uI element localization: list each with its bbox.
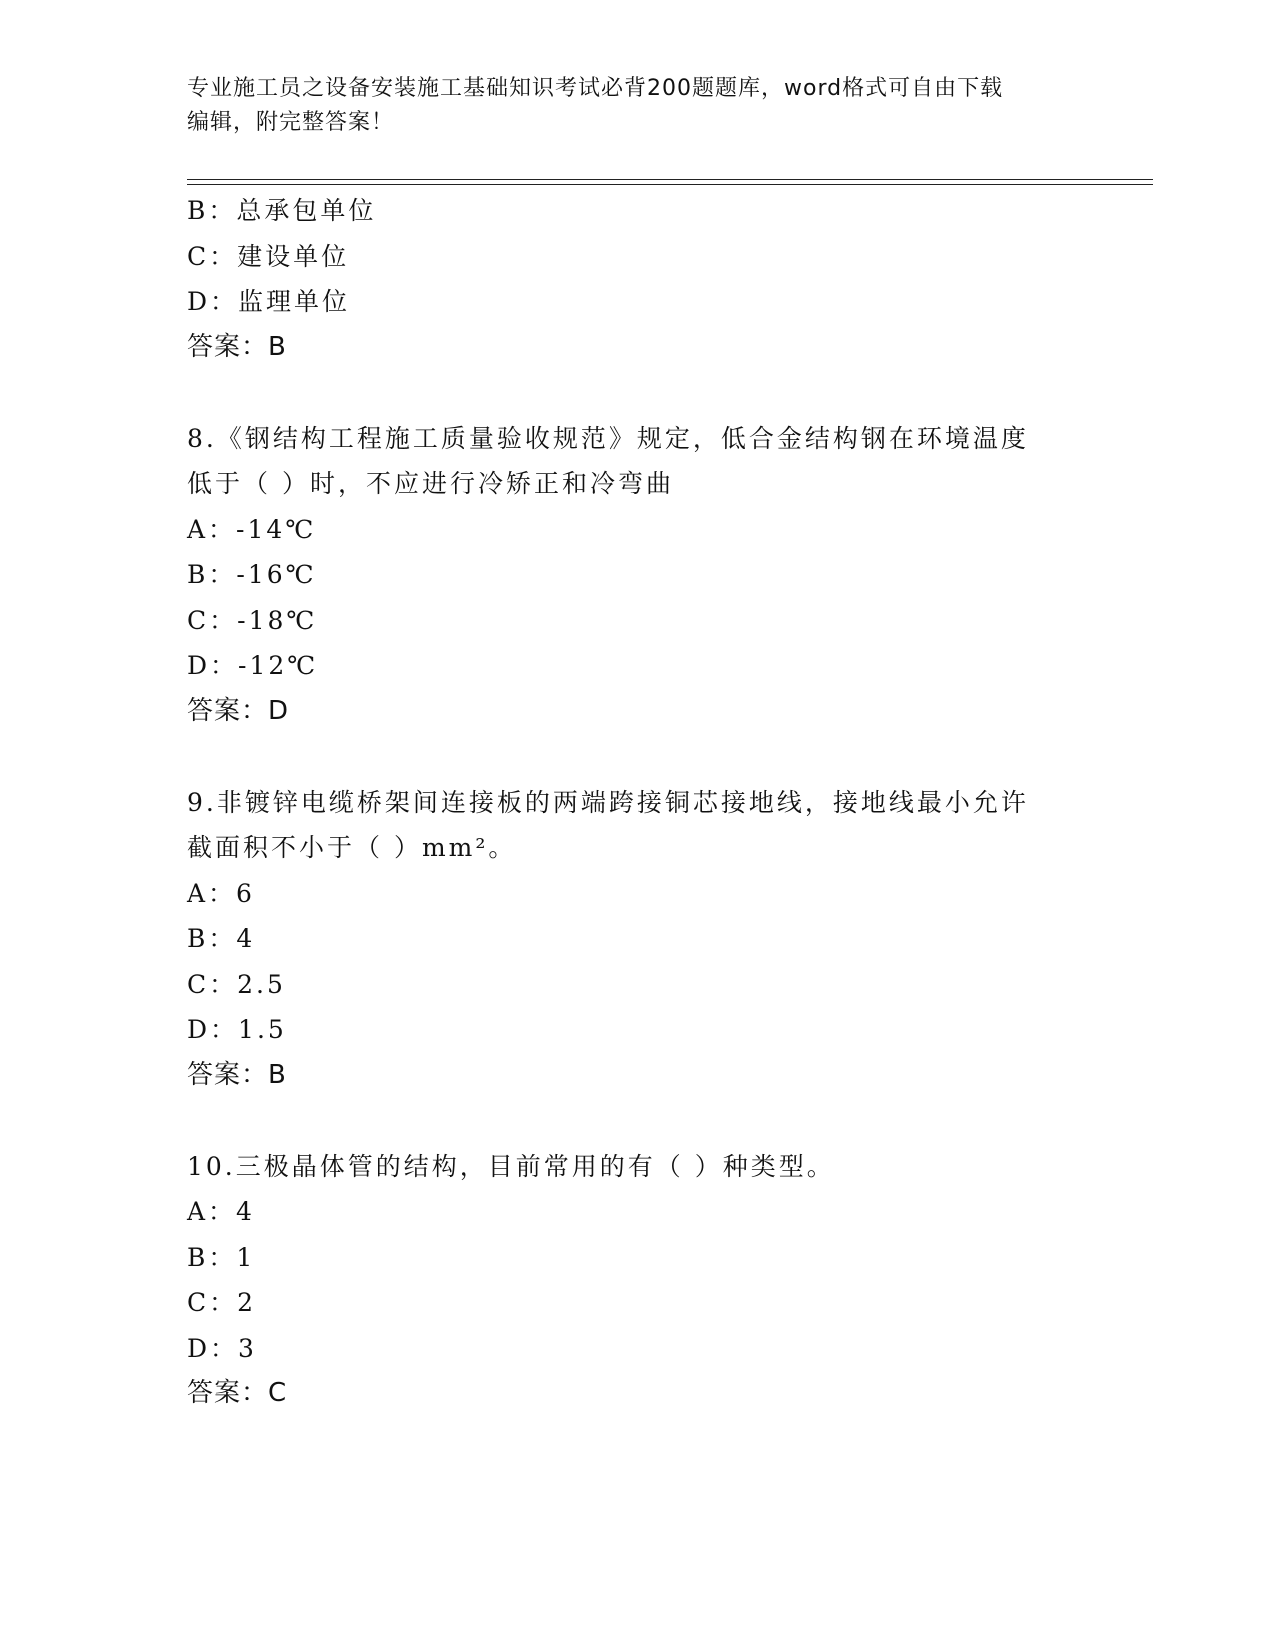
option-c: C：2.5 [187,969,286,999]
header-line-2: 编辑，附完整答案！ [187,110,395,135]
option-c: C：建设单位 [187,241,350,271]
header-divider-top [187,179,1153,180]
option-a: A：4 [187,1197,255,1226]
document-header [187,72,1087,140]
answer-label: 答案：B [187,1059,287,1090]
option-d: D：1.5 [187,1015,287,1044]
option-c: C：-18℃ [187,605,318,635]
option-c: C：2 [187,1288,257,1317]
option-a: A：6 [187,878,255,908]
option-b: B：4 [187,924,256,953]
spacer [187,734,1087,780]
question-block-10 [187,1144,1087,1417]
option-a: A：-14℃ [187,514,317,544]
header-divider-bottom [187,184,1153,185]
answer-label: 答案：C [187,1378,288,1408]
question-text-line: 9.非镀锌电缆桥架间连接板的两端跨接铜芯接地线，接地线最小允许 [187,787,1029,817]
option-b: B：-16℃ [187,560,317,589]
header-line-1: 专业施工员之设备安装施工基础知识考试必背200题题库，word格式可自由下载 [187,76,1004,101]
question-text-line: 截面积不小于（ ）mm²。 [187,833,517,862]
question-block-9 [187,780,1087,1099]
option-d: D：3 [187,1333,257,1363]
answer-label: 答案：B [187,331,287,362]
option-d: D：-12℃ [187,651,319,680]
question-text-line: 10.三极晶体管的结构，目前常用的有（ ）种类型。 [187,1151,835,1181]
question-block-8 [187,416,1087,735]
question-text-line: 8.《钢结构工程施工质量验收规范》规定，低合金结构钢在环境温度 [187,423,1029,453]
option-d: D：监理单位 [187,287,351,316]
spacer [187,370,1087,416]
option-b: B：总承包单位 [187,196,377,225]
option-b: B：1 [187,1242,256,1272]
question-text-line: 低于（ ）时，不应进行冷矫正和冷弯曲 [187,469,674,498]
question-block-7 [187,188,1087,370]
answer-label: 答案：D [187,695,290,726]
spacer [187,1098,1087,1144]
question-list [187,188,1087,1417]
